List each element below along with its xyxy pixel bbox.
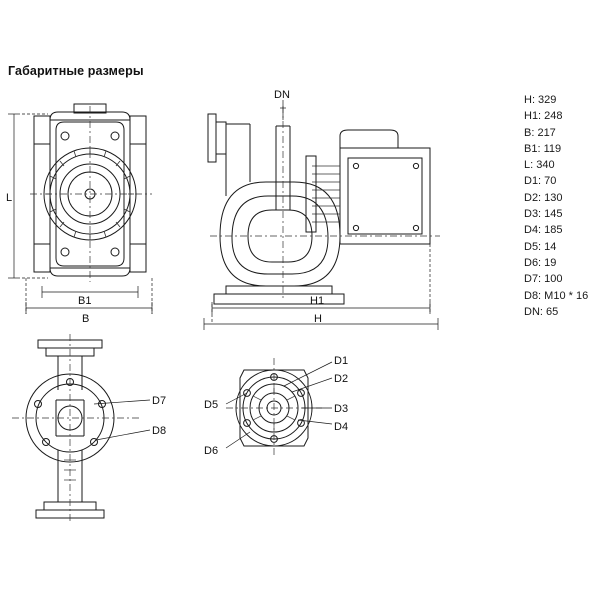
front-left-view-drawing xyxy=(0,86,200,326)
spec-item-b1: B1: 119 xyxy=(524,142,562,155)
label-H: H xyxy=(314,313,322,325)
label-D3: D3 xyxy=(334,403,349,415)
spec-item-d3: D3: 145 xyxy=(524,208,563,221)
label-D8: D8 xyxy=(152,425,167,437)
label-DN: DN xyxy=(274,89,290,101)
label-H1: H1 xyxy=(310,295,325,307)
dimension-spec-list xyxy=(524,92,598,320)
bottom-left-view-drawing xyxy=(10,330,200,530)
label-D5: D5 xyxy=(204,399,219,411)
label-D7: D7 xyxy=(152,395,167,407)
side-view xyxy=(190,86,520,332)
label-B: B xyxy=(82,313,90,325)
spec-item-d8: D8: M10 * 16 xyxy=(524,289,589,302)
spec-item-b: B: 217 xyxy=(524,126,556,139)
spec-item-h1: H1: 248 xyxy=(524,110,563,123)
spec-item-d7: D7: 100 xyxy=(524,273,563,286)
label-B1: B1 xyxy=(78,295,92,307)
label-D1: D1 xyxy=(334,355,349,367)
spec-item-h: H: 329 xyxy=(524,94,557,106)
spec-item-dn: DN: 65 xyxy=(524,305,559,318)
spec-item-d2: D2: 130 xyxy=(524,191,563,204)
spec-item-d5: D5: 14 xyxy=(524,240,557,253)
page-title: Габаритные размеры xyxy=(8,64,144,78)
flange-section-drawing xyxy=(200,340,420,500)
spec-item-d6: D6: 19 xyxy=(524,256,557,269)
front-left-view xyxy=(0,86,200,326)
label-D4: D4 xyxy=(334,421,349,433)
flange-section-view xyxy=(200,340,420,500)
label-L: L xyxy=(6,192,13,204)
spec-item-l: L: 340 xyxy=(524,159,555,172)
spec-item-d1: D1: 70 xyxy=(524,175,557,188)
bottom-left-view xyxy=(10,330,200,530)
label-D6: D6 xyxy=(204,445,219,457)
spec-item-d4: D4: 185 xyxy=(524,224,563,237)
side-view-drawing xyxy=(190,86,520,332)
label-D2: D2 xyxy=(334,373,349,385)
